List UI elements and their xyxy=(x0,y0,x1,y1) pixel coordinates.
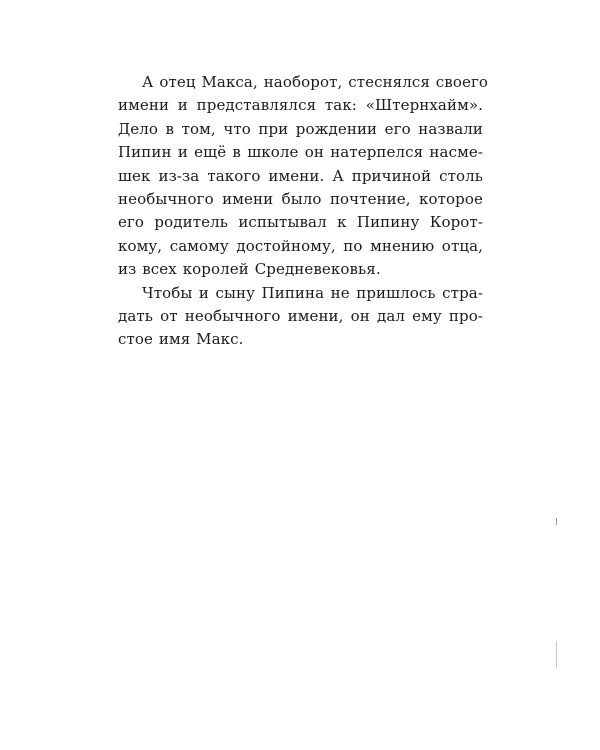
text-line: кому, самому достойному, по мнению отца, xyxy=(118,236,483,255)
text-line: дать от необычного имени, он дал ему про- xyxy=(118,307,483,326)
text-line: его родитель испытывал к Пипину Корот- xyxy=(118,213,483,232)
paragraph-2 xyxy=(118,282,483,352)
text-line: А отец Макса, наоборот, стеснялся своего xyxy=(142,73,489,91)
text-line: из всех королей Средневековья. xyxy=(118,260,381,279)
text-line: шек из-за такого имени. А причиной столь xyxy=(118,166,483,185)
text-line: необычного имени было почтение, которое xyxy=(118,190,483,209)
text-line: стое имя Макс. xyxy=(118,330,244,349)
text-line: Чтобы и сыну Пипина не пришлось стра- xyxy=(142,283,483,302)
paragraph-1 xyxy=(118,71,489,282)
scan-edge-mark xyxy=(556,641,557,668)
text-block xyxy=(118,71,489,352)
scan-edge-mark xyxy=(556,518,557,525)
text-line: Пипин и ещё в школе он натерпелся насме- xyxy=(118,143,483,162)
text-line: имени и представлялся так: «Штернхайм». xyxy=(118,96,483,115)
text-line: Дело в том, что при рождении его назвали xyxy=(118,119,483,138)
